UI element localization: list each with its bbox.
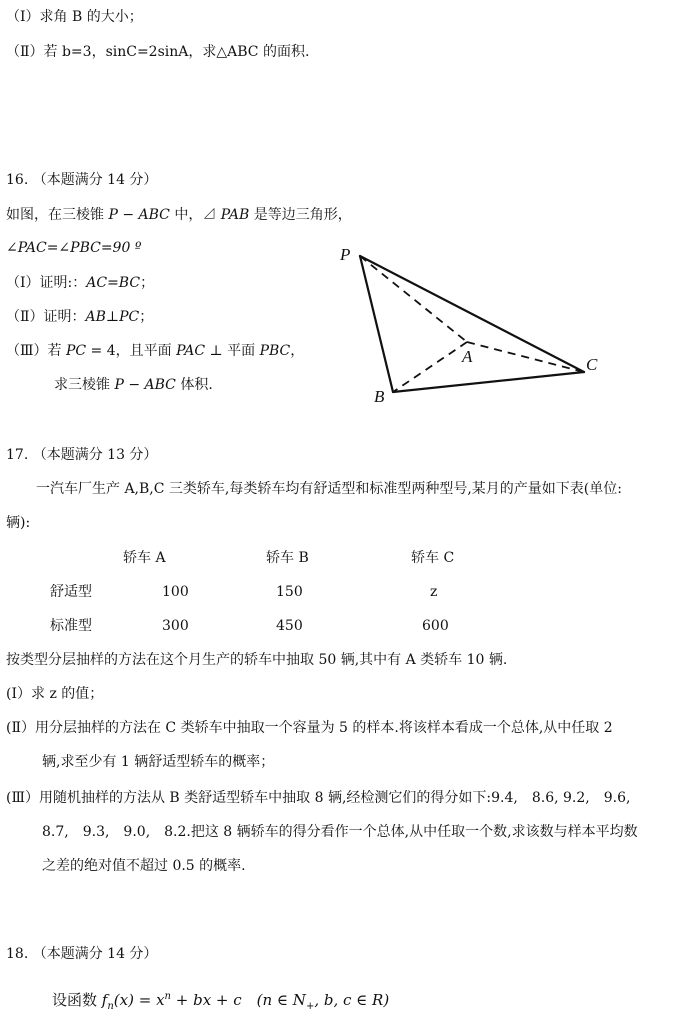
table-col-header: 轿车 B xyxy=(266,550,309,566)
q16-intro-e: 是等边三角形， xyxy=(249,207,352,223)
q18-header: 18. （本题满分 14 分） xyxy=(6,946,158,962)
q16-p3l2-c: 体积. xyxy=(175,377,213,393)
q16-part1 xyxy=(6,273,154,293)
q16-part3-line2 xyxy=(54,375,213,395)
vertex-label-A: A xyxy=(462,347,473,366)
q18-func-e: (n ∈ N xyxy=(241,991,306,1009)
q17-part2-line2: 辆,求至少有 1 辆舒适型轿车的概率； xyxy=(42,754,275,770)
pyramid-figure xyxy=(330,240,610,410)
q17-part3-line2: 8.7, 9.3, 9.0, 8.2.把这 8 辆轿车的得分看作一个总体,从中任取一个数,求该数与样本平均数 xyxy=(42,824,638,840)
edge-PA xyxy=(360,256,467,342)
q18-func-sub: n xyxy=(107,1001,114,1012)
vertex-label-C: C xyxy=(586,355,598,374)
table-cell: 100 xyxy=(162,584,189,600)
q18-func-c: (x) = x xyxy=(113,991,165,1009)
edge-BC xyxy=(393,372,584,392)
q16-p2-math: AB⊥PC xyxy=(85,309,140,325)
q16-p3-f: PBC xyxy=(259,343,291,359)
table-row-label: 标准型 xyxy=(50,618,92,634)
vertex-label-B: B xyxy=(374,387,385,406)
q16-p3-d: PAC xyxy=(176,343,206,359)
table-cell: z xyxy=(430,584,438,600)
edge-PB xyxy=(360,256,393,392)
table-cell: 600 xyxy=(422,618,449,634)
q18-func-d: + bx + c xyxy=(170,991,242,1009)
q16-part2 xyxy=(6,307,153,327)
table-cell: 450 xyxy=(276,618,303,634)
q18-function xyxy=(52,987,389,1017)
q17-header: 17. （本题满分 13 分） xyxy=(6,447,158,463)
q16-intro-b: P − ABC xyxy=(108,207,170,223)
q16-p1-label: （Ⅰ）证明:： xyxy=(6,275,87,291)
q17-intro-line2: 辆): xyxy=(6,515,31,531)
q16-p1-math: AC=BC xyxy=(86,275,141,291)
q17-part3-line1: (Ⅲ）用随机抽样的方法从 B 类舒适型轿车中抽取 8 辆,经检测它们的得分如下:9.4, 8.6, 9.2, 9.6, xyxy=(6,790,631,806)
table-col-header: 轿车 A xyxy=(123,550,166,566)
vertex-label-P: P xyxy=(340,245,351,264)
q16-p3-a: （Ⅲ）若 xyxy=(6,343,66,359)
q17-part2-line1: (Ⅱ）用分层抽样的方法在 C 类轿车中抽取一个容量为 5 的样本.将该样本看成一个总体,从中任取 2 xyxy=(6,720,613,736)
q16-header: 16. （本题满分 14 分） xyxy=(6,172,158,188)
q16-angle: ∠PAC=∠PBC=90 º xyxy=(6,240,142,256)
q17-part3-line3: 之差的绝对值不超过 0.5 的概率. xyxy=(42,858,246,874)
q17-intro-line1: 一汽车厂生产 A,B,C 三类轿车,每类轿车均有舒适型和标准型两种型号,某月的产量如下表(单位: xyxy=(36,481,622,497)
table-col-header: 轿车 C xyxy=(411,550,455,566)
q18-func-sub2: + xyxy=(305,1001,315,1012)
q16-intro-a: 如图，在三棱锥 xyxy=(6,207,109,223)
q16-p3-b: PC xyxy=(65,343,87,359)
table-row-label: 舒适型 xyxy=(50,584,92,600)
table-cell: 300 xyxy=(162,618,189,634)
q17-sampling: 按类型分层抽样的方法在这个月生产的轿车中抽取 50 辆,其中有 A 类轿车 10 辆. xyxy=(6,652,508,668)
q16-intro xyxy=(6,205,352,225)
q16-p2-label: （Ⅱ）证明： xyxy=(6,309,86,325)
edge-AC xyxy=(467,342,584,372)
q16-p3-g: ， xyxy=(290,343,305,359)
q18-func-a: 设函数 xyxy=(52,991,102,1009)
q15-part1: （Ⅰ）求角 B 的大小； xyxy=(6,9,143,25)
q17-part1: (Ⅰ）求 z 的值； xyxy=(6,686,104,702)
q18-func-sup: n xyxy=(164,991,171,1002)
q16-p3l2-a: 求三棱锥 xyxy=(54,377,115,393)
q16-p3-e: ⊥ 平面 xyxy=(205,343,260,359)
q16-p1-end: ； xyxy=(140,275,155,291)
q18-func-b: f xyxy=(101,991,108,1009)
q16-p3-c: = 4，且平面 xyxy=(86,343,177,359)
q16-part3 xyxy=(6,341,304,361)
q15-part2: （Ⅱ）若 b=3，sinC=2sinA，求△ABC 的面积. xyxy=(6,44,310,60)
q16-intro-c: 中，⊿ xyxy=(169,207,221,223)
q16-intro-d: PAB xyxy=(220,207,250,223)
q16-p2-end: ； xyxy=(139,309,154,325)
q16-p3l2-b: P − ABC xyxy=(114,377,176,393)
table-cell: 150 xyxy=(276,584,303,600)
q18-func-f: , b, c ∈ R) xyxy=(314,991,390,1009)
